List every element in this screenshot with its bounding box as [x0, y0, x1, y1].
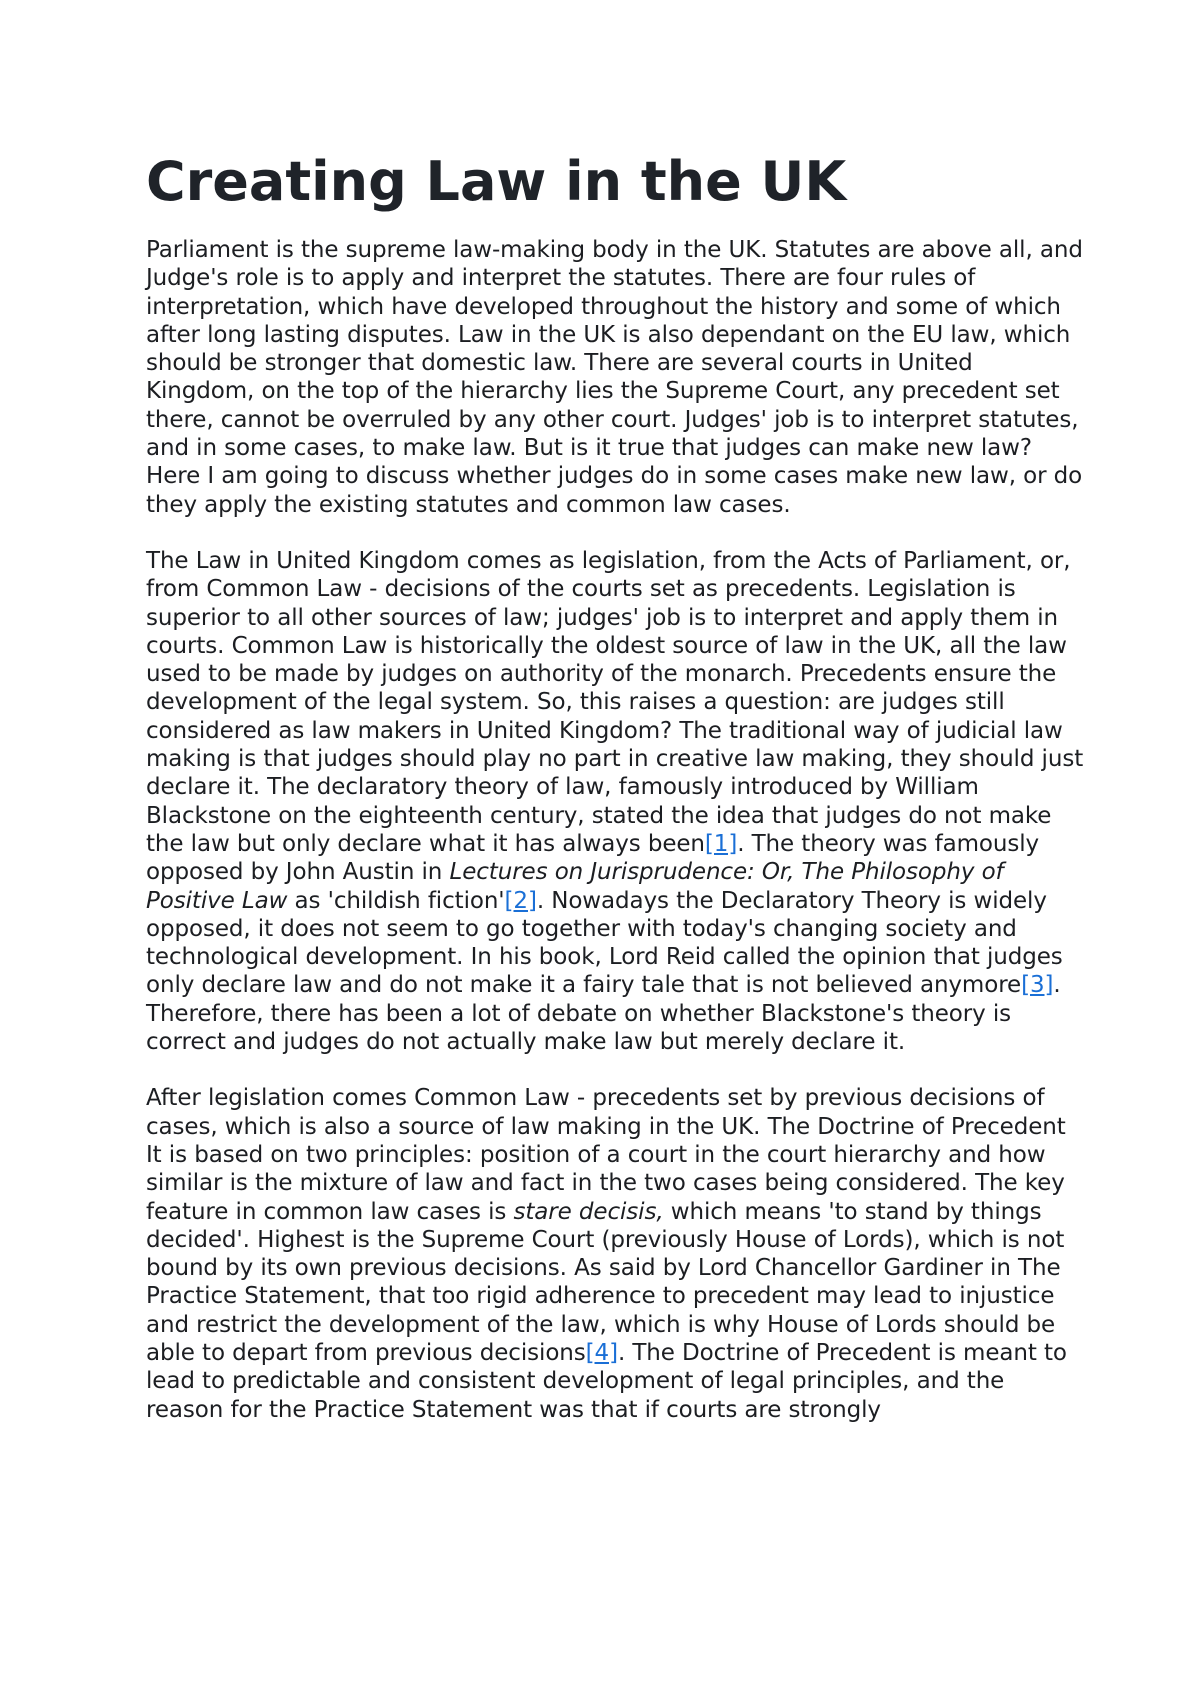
- paragraph-intro: [146, 236, 1086, 519]
- paragraph-common-law: [146, 1084, 1086, 1424]
- paragraph-sources-of-law: [146, 547, 1086, 1056]
- document-page: [146, 150, 1086, 1452]
- footnote-link-1[interactable]: [1]: [704, 830, 738, 857]
- footnote-link-3[interactable]: [3]: [1021, 972, 1054, 999]
- footnote-link-2[interactable]: [2]: [504, 887, 537, 914]
- paragraph-intro-text: Parliament is the supreme law-making body in the UK. Statutes are above all, and Judge's role is to apply and interpret the statutes. There are four rules of interpretation, which have developed throughout the history and some of which after long lasting disputes. Law in the UK is also dependant on the EU law, which should be stronger that domestic law. There are several courts in United Kingdom, on the top of the hierarchy lies the Supreme Court, any precedent set there, cannot be overruled by any other court. Judges' job is to interpret statutes, and in some cases, to make law. But is it true that judges can make new law? Here I am going to discuss whether judges do in some cases make new law, or do they apply the existing statutes and common law cases.: [146, 237, 1083, 518]
- paragraph-text: . The theory was famously opposed by John Austin in: [146, 830, 1040, 886]
- document-title: Creating Law in the UK: [146, 150, 847, 213]
- paragraph-text: After legislation comes Common Law - precedents set by previous decisions of cases, which is also a source of law making in the UK. The Doctrine of Precedent It is based on two principles: position of a court in the court hierarchy and how similar is the mixture of law and fact in the two cases being considered. The key feature in common law cases is: [146, 1085, 1066, 1225]
- footnote-link-4[interactable]: [4]: [585, 1339, 618, 1366]
- paragraph-text: . The Doctrine of Precedent is meant to lead to predictable and consistent development of legal principles, and the reason for the Practice Statement was that if courts are strongly: [146, 1339, 1067, 1423]
- paragraph-text: as 'childish fiction': [287, 887, 505, 914]
- paragraph-text: . Therefore, there has been a lot of debate on whether Blackstone's theory is correct and judges do not actually make law but merely declare it.: [146, 972, 1061, 1056]
- book-title: Lectures on Jurisprudence: Or, The Philosophy of Positive Law: [146, 859, 1004, 914]
- paragraph-text: The Law in United Kingdom comes as legislation, from the Acts of Parliament, or, from Common Law - decisions of the courts set as precedents. Legislation is superior to all other sources of law; judges' job is to interpret and apply them in courts. Common Law is historically the oldest source of law in the UK, all the law used to be made by judges on authority of the monarch. Precedents ensure the development of the legal system. So, this raises a question: are judges still considered as law makers in United Kingdom? The traditional way of judicial law making is that judges should play no part in creative law making, they should just declare it. The declaratory theory of law, famously introduced by William Blackstone on the eighteenth century, stated the idea that judges do not make the law but only declare what it has always been: [146, 547, 1084, 857]
- paragraph-text: which means 'to stand by things decided'. Highest is the Supreme Court (previously House of Lords), which is not bound by its own previous decisions. As said by Lord Chancellor Gardiner in The Practice Statement, that too rigid adherence to precedent may lead to injustice and restrict the development of the law, which is why House of Lords should be able to depart from previous decisions: [146, 1198, 1065, 1366]
- paragraph-text: . Nowadays the Declaratory Theory is widely opposed, it does not seem to go together with today's changing society and technological development. In his book, Lord Reid called the opinion that judges only declare law and do not make it a fairy tale that is not believed anymore: [146, 887, 1063, 999]
- latin-term: stare decisis,: [513, 1198, 664, 1225]
